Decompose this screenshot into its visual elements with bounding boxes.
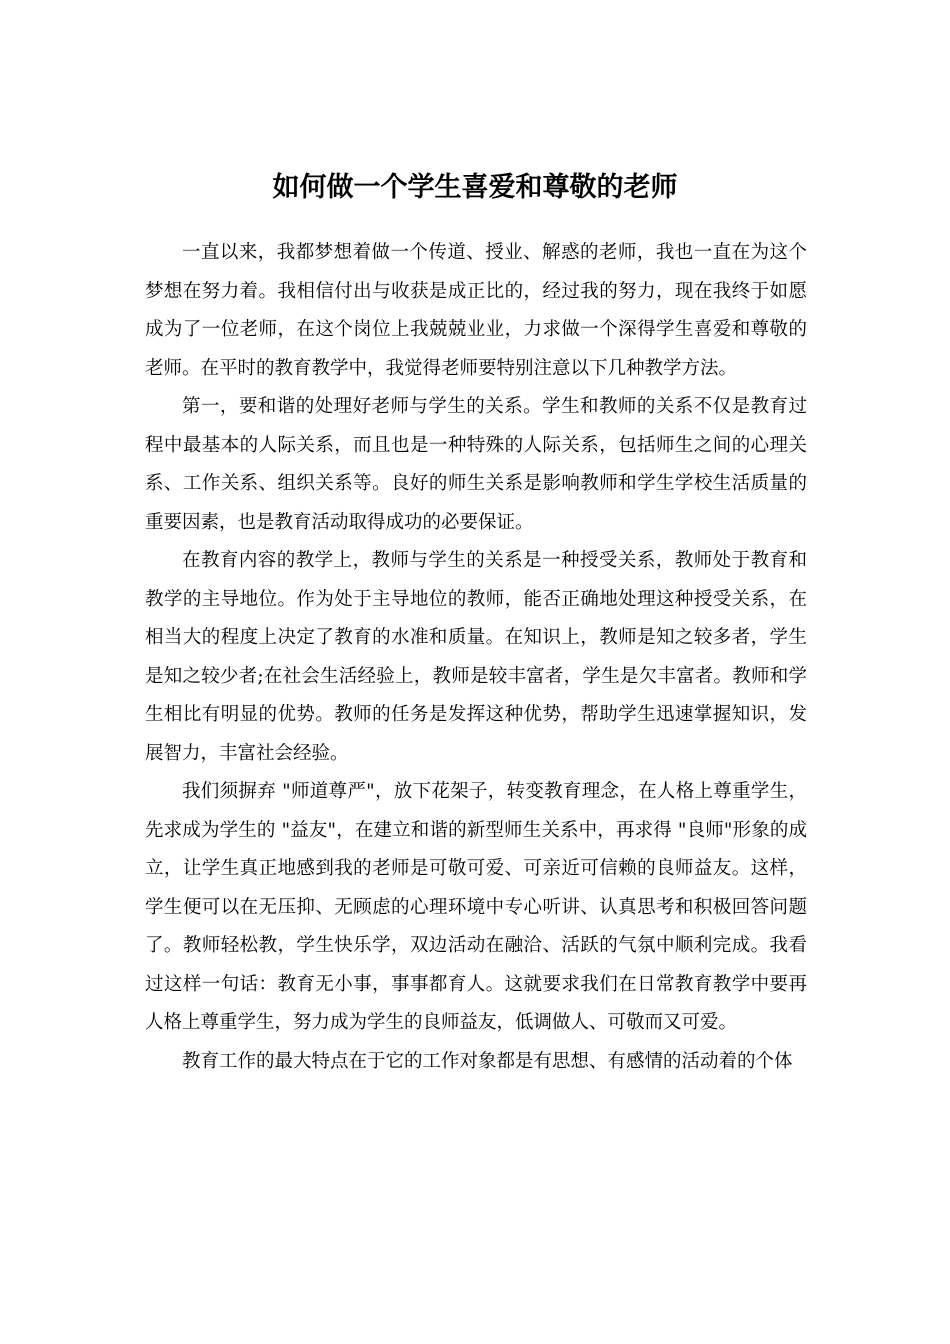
- paragraph: 在教育内容的教学上，教师与学生的关系是一种授受关系，教师处于教育和教学的主导地位。作为处于主导地位的教师，能否正确地处理这种授受关系，在相当大的程度上决定了教育的水准和质量。在知识上，教师是知之较多者，学生是知之较少者;在社会生活经验上，教师是较丰富者，学生是欠丰富者。教师和学生相比有明显的优势。教师的任务是发挥这种优势，帮助学生迅速掌握知识，发展智力，丰富社会经验。: [145, 550, 807, 764]
- paragraph: 我们须摒弃 "师道尊严"，放下花架子，转变教育理念，在人格上尊重学生，先求成为学生的 "益友"，在建立和谐的新型师生关系中，再求得 "良师"形象的成立，让学生真正地感到我的老师是可敬可爱、可亲近可信赖的良师益友。这样，学生便可以在无压抑、无顾虑的心理环境中专心听讲、认真思考和积极回答问题了。教师轻松教，学生快乐学，双边活动在融洽、活跃的气氛中顺利完成。我看过这样一句话：教育无小事，事事都育人。这就要求我们在日常教育教学中要再人格上尊重学生，努力成为学生的良师益友，低调做人、可敬而又可爱。: [145, 781, 807, 1033]
- document-body: [145, 234, 807, 1081]
- paragraph: 一直以来，我都梦想着做一个传道、授业、解惑的老师，我也一直在为这个梦想在努力着。我相信付出与收获是成正比的，经过我的努力，现在我终于如愿成为了一位老师，在这个岗位上我兢兢业业，力求做一个深得学生喜爱和尊敬的老师。在平时的教育教学中，我觉得老师要特别注意以下几种教学方法。: [145, 242, 807, 379]
- paragraph: 教育工作的最大特点在于它的工作对象都是有思想、有感情的活动着的个体: [182, 1050, 793, 1072]
- paragraph: 第一，要和谐的处理好老师与学生的关系。学生和教师的关系不仅是教育过程中最基本的人际关系，而且也是一种特殊的人际关系，包括师生之间的心理关系、工作关系、组织关系等。良好的师生关系是影响教师和学生学校生活质量的重要因素，也是教育活动取得成功的必要保证。: [145, 396, 807, 533]
- document-title: 如何做一个学生喜爱和尊敬的老师: [272, 172, 678, 203]
